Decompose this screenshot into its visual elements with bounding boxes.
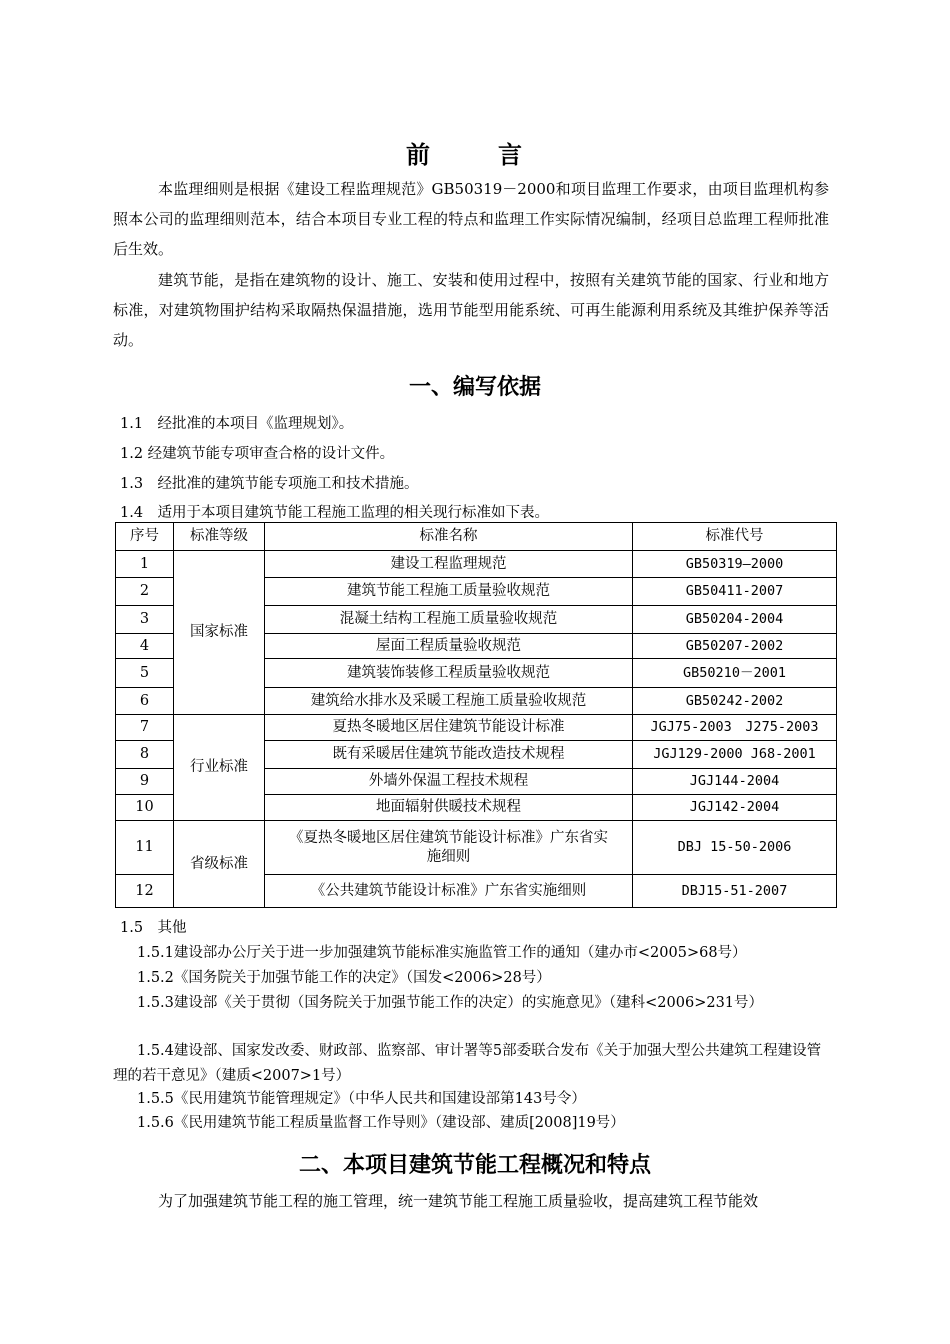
- preface-paragraph-2: 建筑节能，是指在建筑物的设计、施工、安装和使用过程中，按照有关建筑节能的国家、行业和地方标准，对建筑物围护结构采取隔热保温措施，选用节能型用能系统、可再生能源利用系统及其维护保养等活动。: [113, 271, 829, 349]
- header-level: 标准等级: [174, 523, 265, 551]
- row-code: GB50207-2002: [633, 634, 837, 659]
- section-1-heading: 一、编写依据: [408, 375, 541, 400]
- row-code: JGJ142-2004: [633, 795, 837, 821]
- section-2-intro: 为了加强建筑节能工程的施工管理，统一建筑节能工程施工质量验收，提高建筑工程节能效: [158, 1192, 759, 1210]
- row-no: 10: [116, 795, 174, 821]
- level-national: 国家标准: [174, 551, 265, 715]
- level-provincial: 省级标准: [174, 821, 265, 908]
- row-code: DBJ 15-50-2006: [633, 821, 837, 875]
- other-item-6: 1.5.6《民用建筑节能工程质量监督工作导则》（建设部、建质[2008]19号）: [137, 1115, 625, 1131]
- row-code: GB50242-2002: [633, 688, 837, 715]
- row-no: 9: [116, 769, 174, 795]
- other-item-1: 1.5.1建设部办公厅关于进一步加强建筑节能标准实施监管工作的通知（建办市<2005>68号）: [137, 945, 747, 961]
- document-title: 前 言: [406, 141, 544, 169]
- row-no: 6: [116, 688, 174, 715]
- row-name: 混凝土结构工程施工质量验收规范: [265, 606, 633, 634]
- header-code: 标准代号: [633, 523, 837, 551]
- other-item-2: 1.5.2《国务院关于加强节能工作的决定》（国发<2006>28号）: [137, 970, 551, 986]
- row-name: 建筑给水排水及采暖工程施工质量验收规范: [265, 688, 633, 715]
- table-row: [116, 821, 837, 875]
- row-name: 夏热冬暖地区居住建筑节能设计标准: [265, 715, 633, 741]
- standards-table: [115, 522, 837, 908]
- row-no: 3: [116, 606, 174, 634]
- row-name: 外墙外保温工程技术规程: [265, 769, 633, 795]
- row-name: 《夏热冬暖地区居住建筑节能设计标准》广东省实施细则: [265, 821, 633, 875]
- header-name: 标准名称: [265, 523, 633, 551]
- basis-item-4: 1.4 适用于本项目建筑节能工程施工监理的相关现行标准如下表。: [120, 505, 550, 521]
- row-name: 《公共建筑节能设计标准》广东省实施细则: [265, 875, 633, 908]
- level-industry: 行业标准: [174, 715, 265, 821]
- row-code: GB50210－2001: [633, 659, 837, 688]
- row-code: DBJ15-51-2007: [633, 875, 837, 908]
- row-no: 11: [116, 821, 174, 875]
- table-row: [116, 715, 837, 741]
- row-no: 12: [116, 875, 174, 908]
- other-heading: 1.5 其他: [120, 920, 187, 936]
- row-code: GB50411-2007: [633, 578, 837, 606]
- row-name: 地面辐射供暖技术规程: [265, 795, 633, 821]
- row-code: JGJ129-2000 J68-2001: [633, 741, 837, 769]
- table-row: [116, 551, 837, 578]
- basis-item-2: 1.2 经建筑节能专项审查合格的设计文件。: [120, 446, 395, 462]
- row-code: GB50319—2000: [633, 551, 837, 578]
- row-code: JGJ75-2003 J275-2003: [633, 715, 837, 741]
- row-code: GB50204-2004: [633, 606, 837, 634]
- other-item-3: 1.5.3建设部《关于贯彻（国务院关于加强节能工作的决定）的实施意见》（建科<2006>231号）: [137, 995, 764, 1011]
- section-2-heading: 二、本项目建筑节能工程概况和特点: [298, 1153, 651, 1178]
- row-no: 4: [116, 634, 174, 659]
- row-no: 5: [116, 659, 174, 688]
- basis-item-3: 1.3 经批准的建筑节能专项施工和技术措施。: [120, 476, 419, 492]
- row-name: 既有采暖居住建筑节能改造技术规程: [265, 741, 633, 769]
- other-item-5: 1.5.5《民用建筑节能管理规定》（中华人民共和国建设部第143号令）: [137, 1091, 586, 1107]
- row-name: 建筑装饰装修工程质量验收规范: [265, 659, 633, 688]
- row-name: 屋面工程质量验收规范: [265, 634, 633, 659]
- preface-paragraph-1: 本监理细则是根据《建设工程监理规范》GB50319－2000和项目监理工作要求，由项目监理机构参照本公司的监理细则范本，结合本项目专业工程的特点和监理工作实际情况编制，经项目总监理工程师批准后生效。: [113, 180, 829, 258]
- row-no: 7: [116, 715, 174, 741]
- basis-item-1: 1.1 经批准的本项目《监理规划》。: [120, 416, 354, 432]
- row-name: 建设工程监理规范: [265, 551, 633, 578]
- row-no: 8: [116, 741, 174, 769]
- row-no: 1: [116, 551, 174, 578]
- other-item-4: 1.5.4建设部、国家发改委、财政部、监察部、审计署等5部委联合发布《关于加强大型公共建筑工程建设管理的若干意见》（建质<2007>1号）: [113, 1043, 822, 1084]
- row-code: JGJ144-2004: [633, 769, 837, 795]
- header-no: 序号: [116, 523, 174, 551]
- row-name: 建筑节能工程施工质量验收规范: [265, 578, 633, 606]
- table-header-row: [116, 523, 837, 551]
- row-no: 2: [116, 578, 174, 606]
